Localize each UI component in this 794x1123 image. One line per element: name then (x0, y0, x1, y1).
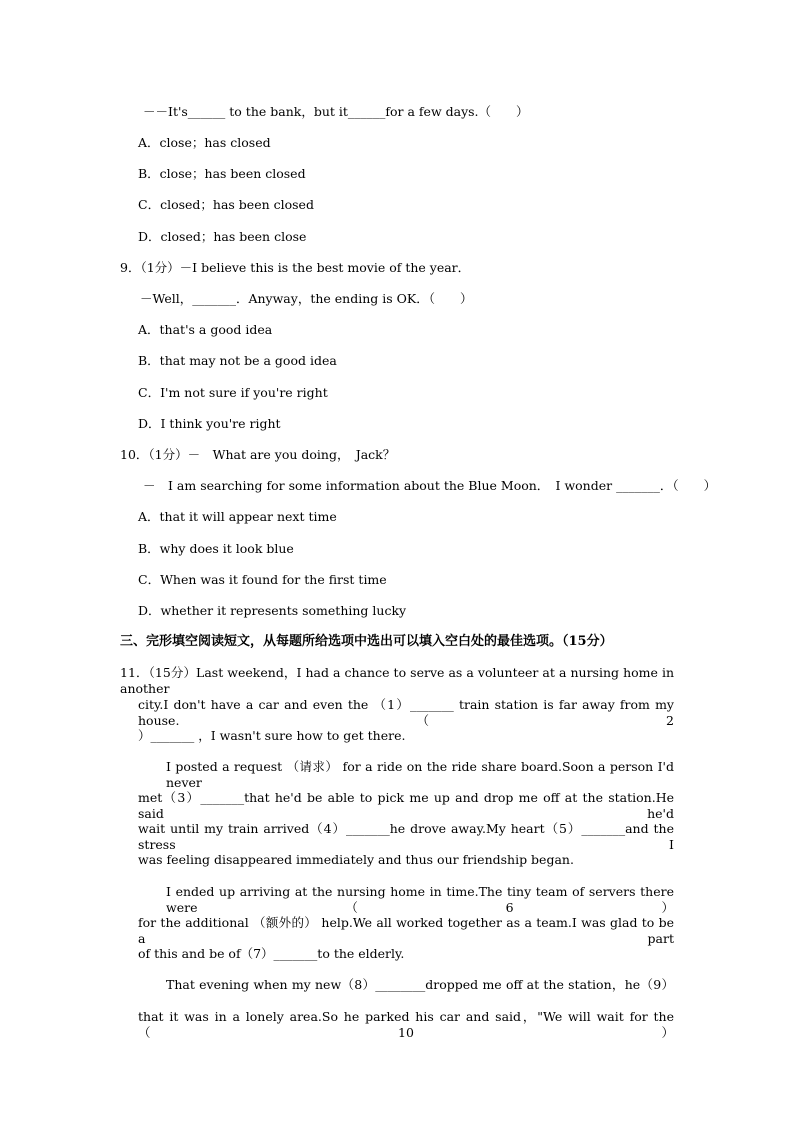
q10-option-a: A．that it will appear next time (138, 509, 337, 524)
section-heading: 三、完形填空阅读短文，从每题所给选项中选出可以填入空白处的最佳选项。（15分） (120, 634, 613, 649)
q9-option-c: C．I'm not sure if you're right (138, 385, 328, 400)
q8-option-b: B．close；has been closed (138, 166, 306, 181)
q8-stem-dialogue: －－It's______ to the bank，but it______for a few days.（ ） (143, 104, 529, 119)
q11-passage-line: I posted a request （请求） for a ride on the ride share board.Soon a person I'd never (166, 759, 674, 790)
q9-option-a: A．that's a good idea (138, 322, 273, 337)
q11-passage-line: that it was in a lonely area.So he parked his car and said，"We will wait for the（10） (138, 1009, 674, 1040)
q11-passage-line: met（3）_______that he'd be able to pick me up and drop me off at the station.He said he'd (138, 790, 674, 821)
q11-passage-line: for the additional （额外的） help.We all worked together as a team.I was glad to be a part (138, 915, 674, 946)
q11-passage-line: That evening when my new（8）________dropped me off at the station，he（9） (166, 977, 674, 992)
q9-option-d: D．I think you're right (138, 416, 281, 431)
q10-option-c: C．When was it found for the first time (138, 572, 387, 587)
q8-option-c: C．closed；has been closed (138, 197, 314, 212)
q9-stem: 9．（1分）－I believe this is the best movie of the year． (120, 260, 471, 275)
q11-passage-line: 11．（15分）Last weekend，I had a chance to serve as a volunteer at a nursing home in another (120, 665, 674, 696)
q11-passage-line: was feeling disappeared immediately and thus our friendship began. (138, 852, 574, 867)
q10-option-b: B．why does it look blue (138, 541, 294, 556)
q11-passage-line: of this and be of（7）_______to the elderly. (138, 946, 405, 961)
q8-option-a: A．close；has closed (138, 135, 271, 150)
q9-stem-dialogue: －Well，_______．Anyway，the ending is OK．（ ） (140, 291, 473, 306)
q8-option-d: D．closed；has been close (138, 229, 307, 244)
q10-option-d: D．whether it represents something lucky (138, 603, 407, 618)
q9-option-b: B．that may not be a good idea (138, 353, 337, 368)
q10-stem-dialogue: － I am searching for some information about the Blue Moon． I wonder _______．（ ） (143, 478, 717, 493)
q11-passage-line: ）_______ ，I wasn't sure how to get there. (138, 728, 406, 743)
q11-passage-line: I ended up arriving at the nursing home in time.The tiny team of servers there were（6） (166, 884, 674, 915)
q11-passage-line: wait until my train arrived（4）_______he drove away.My heart（5）_______and the stress I (138, 821, 674, 852)
q10-stem: 10．（1分）－ What are you doing， Jack？ (120, 447, 396, 462)
q11-passage-line: city.I don't have a car and even the （1）_______ train station is far away from my house.（2 (138, 697, 674, 728)
